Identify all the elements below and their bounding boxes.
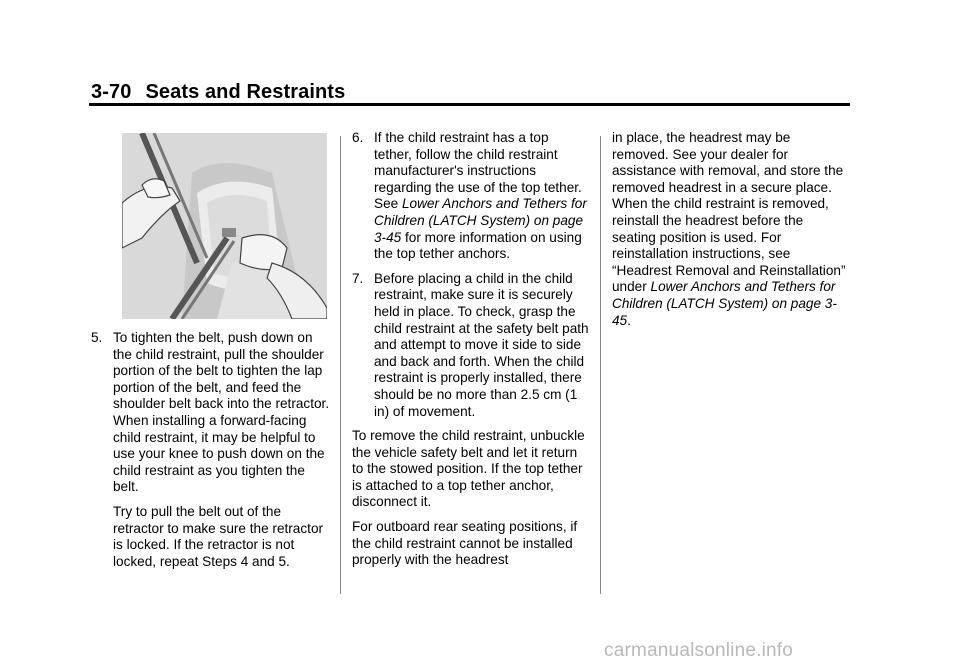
step-6 — [352, 130, 590, 263]
watermark: carmanualsonline.info — [604, 640, 794, 661]
column-divider-1 — [340, 136, 341, 594]
step-text: Before placing a child in the child restraint, make sure it is securely held in place. To check, grasp the child restraint at the safety belt path and attempt to move it side to side and back and forth. When the child restraint is properly installed, there should be no more than 2.5 cm (1 in) of movement. — [374, 270, 589, 419]
step-5-note: Try to pull the belt out of the retractor to make sure the retractor is locked. If the retractor is not locked, repeat Steps 4 and 5. — [113, 503, 324, 569]
step-text: To tighten the belt, push down on the child restraint, pull the shoulder portion of the belt to tighten the lap portion of the belt, and feed the shoulder belt back into the retractor. When installing a forward-facing child restraint, it may be helpful to use your knee to push down on the child restraint as you tighten the belt. — [113, 330, 330, 495]
child-restraint-illustration — [122, 133, 327, 319]
step-number: 7. — [352, 270, 364, 286]
paragraph-text: in place, the headrest may be removed. See your dealer for assistance with removal, and store the removed headrest in a secure place. When the child restraint is removed, reinstall the headrest before the seating position is used. For reinstallation instructions, see “Headrest Removal and Reinstallation” under — [612, 130, 846, 295]
section-title: Seats and Restraints — [145, 81, 346, 103]
header-rule — [89, 103, 850, 106]
step-text: If the child restraint has a top tether, follow the child restraint manufacturer's instructions regarding the use of the top tether. See — [374, 130, 582, 212]
page-header — [91, 81, 345, 104]
column-1 — [91, 330, 331, 578]
column-2 — [352, 130, 590, 577]
paragraph-headrest-removal — [612, 130, 850, 329]
step-number: 6. — [352, 130, 364, 145]
page-number: 3-70 — [91, 81, 132, 103]
step-7 — [352, 271, 590, 420]
step-5 — [91, 330, 331, 496]
cross-reference-link[interactable]: Lower Anchors and Tethers for Children (LATCH System) on page 3-45 — [374, 196, 587, 245]
step-number: 5. — [91, 330, 103, 345]
cross-reference-link[interactable]: Lower Anchors and Tethers for Children (LATCH System) on page 3-45 — [612, 279, 837, 328]
paragraph-remove-restraint: To remove the child restraint, unbuckle the vehicle safety belt and let it return to the stowed position. If the top tether is attached to a top tether anchor, disconnect it. — [352, 428, 585, 510]
paragraph-text: . — [627, 312, 631, 328]
step-text: for more information on using the top tether anchors. — [374, 229, 582, 262]
column-divider-2 — [600, 136, 601, 594]
column-3 — [612, 130, 850, 337]
paragraph-outboard-seating: For outboard rear seating positions, if the child restraint cannot be installed properly with the headrest — [352, 519, 578, 568]
